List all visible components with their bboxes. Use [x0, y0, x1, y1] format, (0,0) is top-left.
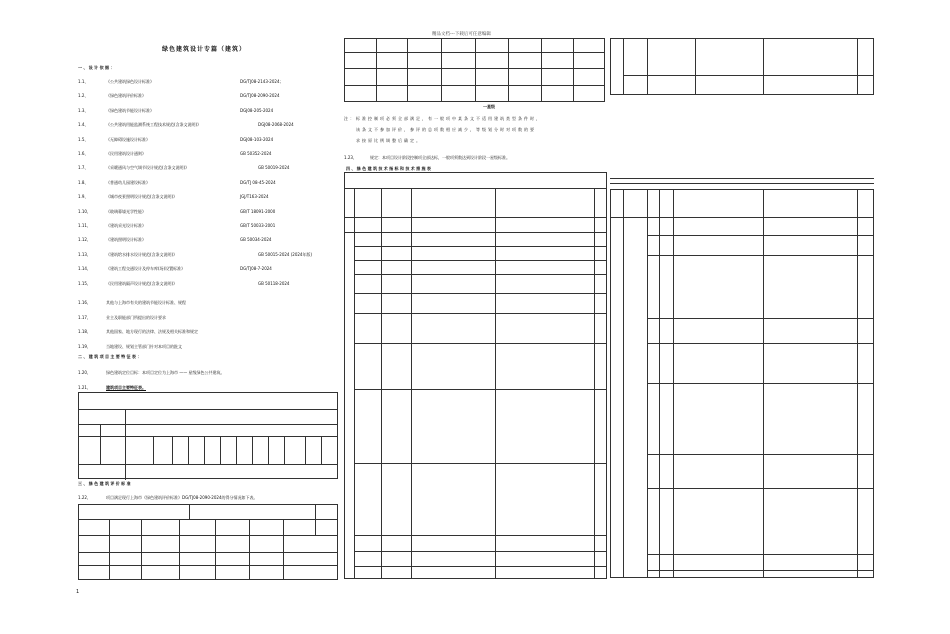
item-1-22-text: 项目满足现行上海市《绿色建筑评价标准》DG/TJ08-2090-2024的得分情况如下表。 — [106, 495, 258, 500]
basis-extra-number: 1.18、 — [78, 329, 91, 335]
basis-name: 《无障碍设施设计标准》 — [106, 136, 150, 142]
basis-code: DG/TJ 08-45-2024 — [240, 179, 276, 185]
basis-code: GB/T 18091-2000 — [240, 208, 276, 214]
basis-number: 1.6、 — [78, 151, 89, 156]
technical-measures-table — [344, 172, 607, 579]
right-top-table — [610, 38, 874, 95]
basis-code: GB 50034-2024 — [240, 237, 272, 243]
note-line-1: 注：标准控制项必须全部满足，有一般项中某条文不适用建筑类型条件时， — [344, 116, 542, 121]
score-table — [78, 504, 338, 580]
item-1-21-number: 1.21、 — [78, 385, 91, 390]
item-1-22-number: 1.22、 — [78, 495, 91, 500]
right-main-table — [610, 189, 874, 578]
item-1-20-text: 绿色建筑定位目标：本项目定位为上海市 —— 星级绿色公共建筑。 — [106, 370, 225, 375]
basis-number: 1.15、 — [78, 280, 91, 286]
basis-extra-text: 业主及职能部门所提出的设计要求 — [106, 314, 166, 320]
basis-code: DGJ08-2068-2024 — [258, 122, 294, 128]
basis-extra-text: 其他国家、地方现行的法律、法规及相关标准和规定 — [106, 329, 198, 335]
basis-number: 1.9、 — [78, 194, 89, 200]
basis-number: 1.10、 — [78, 208, 91, 214]
basis-code: GB 50118-2024 — [258, 280, 290, 286]
basis-code: GB/T 50033-2001 — [240, 223, 276, 228]
basis-extra-number: 1.17、 — [78, 314, 91, 320]
item-1-20-number: 1.20、 — [78, 370, 91, 375]
basis-number: 1.3、 — [78, 107, 89, 113]
grade-label: 一星级 — [483, 104, 495, 109]
page-number: 1 — [76, 589, 80, 595]
basis-code: GB 50352-2024 — [240, 151, 272, 156]
basis-name: 《绿色建筑评价标准》 — [106, 93, 146, 99]
basis-name: 《绿色建筑节能设计标准》 — [106, 107, 154, 113]
header-watermark: 精品文档---下载后可任意编辑 — [432, 32, 491, 37]
grade-table — [344, 38, 605, 102]
basis-number: 1.2、 — [78, 93, 89, 99]
basis-extra-number: 1.19、 — [78, 343, 91, 349]
basis-name: 《建筑采光设计标准》 — [106, 223, 146, 228]
note-line-3: 求按原比例调整后确定。 — [356, 138, 422, 143]
basis-name: 《民用建筑隔声设计规范(含条文说明)》 — [106, 280, 178, 286]
basis-code: DG/TJ08-2143-2024； — [240, 79, 284, 84]
basis-name: 《普通幼儿园建设标准》 — [106, 179, 150, 185]
basis-code: DG/TJ08-7-2024 — [240, 266, 272, 272]
section-4-heading: 四 、 绿 色 建 筑 技 术 指 标 和 技 术 措 施 表 — [346, 166, 431, 171]
basis-number: 1.7、 — [78, 165, 89, 171]
basis-name: 《采暖通风与空气调节设计规范(含条文说明)》 — [106, 165, 190, 171]
basis-extra-text: 当地建设、规划主管部门针对本项目的批文 — [106, 343, 182, 349]
note-line-2: 该条文不参加评价，参评的总项数相应减少，等级划分时对项数的要 — [356, 127, 536, 132]
basis-name: 《建筑给水排水设计规范(含条文说明)》 — [106, 251, 178, 257]
basis-number: 1.8、 — [78, 179, 89, 185]
basis-number: 1.4、 — [78, 122, 89, 128]
basis-number: 1.5、 — [78, 136, 89, 142]
feature-table — [78, 392, 338, 479]
basis-code: DG/TJ08-2090-2024 — [240, 93, 280, 99]
basis-code: GB 50019-2024 — [258, 165, 290, 171]
basis-name: 《城市夜景照明设计规范(含条文说明)》 — [106, 194, 178, 200]
basis-extra-number: 1.16、 — [78, 300, 91, 305]
basis-name: 《公共建筑绿色设计标准》 — [106, 79, 154, 84]
basis-name: 《建筑照明设计标准》 — [106, 237, 146, 243]
item-1-21-text: 建筑项目主要特征表。 — [106, 385, 146, 390]
basis-name: 《玻璃幕墙光学性能》 — [106, 208, 146, 214]
section-3-heading: 三 、 绿 色 建 筑 评 价 标 准 — [78, 481, 131, 486]
item-1-23-number: 1.23、 — [344, 155, 357, 160]
basis-number: 1.11、 — [78, 223, 91, 228]
basis-code: DGJ08-103-2024 — [240, 136, 274, 142]
basis-name: 《民用建筑设计通则》 — [106, 151, 146, 156]
basis-name: 《公共建筑用能监测系统工程技术规范(含条文说明)》 — [106, 122, 202, 128]
item-1-23-text: 规定：本项目设计阶段控制项全部达标，一般项须数达到设计阶段一星级标准。 — [370, 155, 510, 160]
section-2-heading: 二 、 建 筑 项 目 主 要 特 征 表 ： — [78, 354, 142, 359]
right-rule-1 — [610, 178, 874, 179]
basis-code: DGJ08-205-2024 — [240, 107, 274, 113]
basis-number: 1.1、 — [78, 79, 89, 84]
basis-code: JGJ/T163-2024 — [240, 194, 269, 200]
basis-extra-text: 其他与上海市有关的建筑节能设计标准、规程 — [106, 300, 186, 305]
section-1-heading: 一 、 设 计 依 据 ： — [78, 65, 115, 70]
basis-number: 1.14、 — [78, 266, 91, 272]
basis-code: GB 50015-2024 (2024年版) — [258, 251, 313, 257]
basis-number: 1.12、 — [78, 237, 91, 243]
document-title: 绿色建筑设计专篇（建筑） — [162, 46, 247, 53]
right-rule-2 — [610, 183, 874, 184]
basis-name: 《建筑工程交通设计及停车库(场)设置标准》 — [106, 266, 186, 272]
basis-number: 1.13、 — [78, 251, 91, 257]
